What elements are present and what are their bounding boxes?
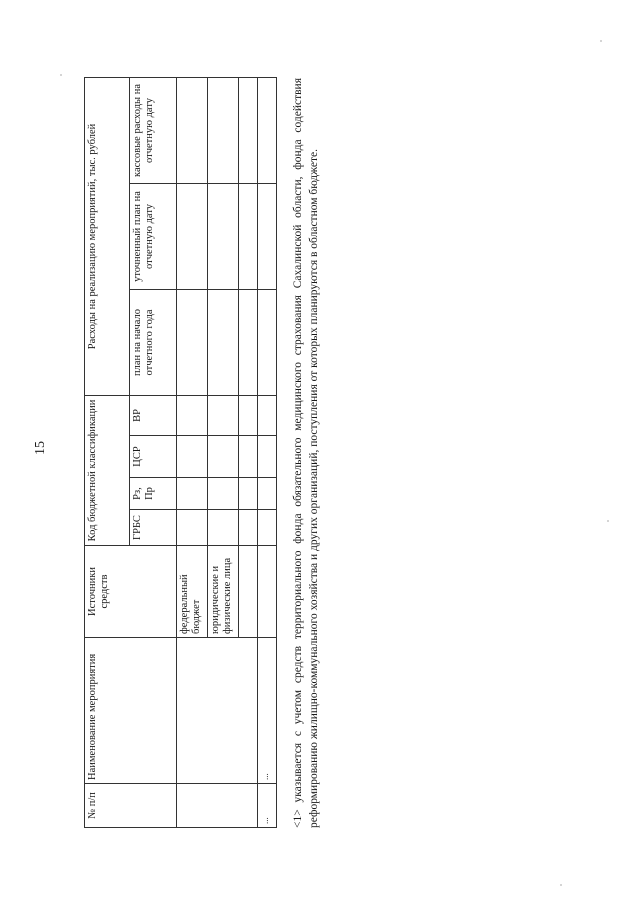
- table-cell: [258, 395, 277, 435]
- header-rzpr: Рз, Пр: [130, 478, 177, 510]
- page-number: 15: [33, 441, 48, 455]
- header-csr: ЦСР: [130, 436, 177, 478]
- table-cell: [208, 436, 239, 478]
- table-cell: [177, 638, 258, 784]
- scan-speck: [60, 74, 62, 76]
- table-header-row: [85, 77, 130, 827]
- table-cell: [258, 77, 277, 183]
- table-row: [177, 77, 208, 827]
- table-row: [258, 77, 277, 827]
- source-cell: юридические и физические лица: [208, 546, 239, 638]
- header-cash-expenses: кассовые расходы на отчетную дату: [130, 77, 177, 183]
- rotated-content: [84, 78, 334, 828]
- table-cell: [258, 478, 277, 510]
- table-cell: [177, 784, 258, 828]
- table-cell: [177, 289, 208, 395]
- table-cell: [177, 478, 208, 510]
- expenses-table: [84, 77, 277, 828]
- source-cell: федеральный бюджет: [177, 546, 208, 638]
- scan-speck: [607, 520, 609, 522]
- table-cell: [239, 289, 258, 395]
- table-cell: [208, 183, 239, 289]
- table-cell: [239, 546, 258, 638]
- table-cell: [239, 395, 258, 435]
- header-plan-start: план на начало отчетного года: [130, 289, 177, 395]
- header-grbs: ГРБС: [130, 510, 177, 546]
- table-cell: [208, 77, 239, 183]
- table-cell: [208, 510, 239, 546]
- table-cell: [177, 183, 208, 289]
- header-num: № п/п: [85, 784, 177, 828]
- table-cell: [177, 436, 208, 478]
- table-cell: [258, 289, 277, 395]
- table-cell: [258, 510, 277, 546]
- table-cell: [239, 183, 258, 289]
- table-cell: [208, 395, 239, 435]
- scan-speck: [600, 40, 602, 42]
- table-cell: [258, 436, 277, 478]
- ellipsis-num: ...: [258, 784, 277, 828]
- footnote: <1> указывается с учетом средств территориального фонда обязательного медицинского страхования Сахалинской области, фонда содействия реформированию жилищно-коммунального хозяйства и других организаций, поступления от которых планируются в областном бюджете.: [292, 78, 320, 828]
- table-cell: [177, 395, 208, 435]
- table-cell: [258, 546, 277, 638]
- table-cell: [239, 436, 258, 478]
- table-cell: [208, 478, 239, 510]
- header-vr: ВР: [130, 395, 177, 435]
- scan-speck: [560, 884, 562, 886]
- table-cell: [239, 478, 258, 510]
- table-cell: [258, 183, 277, 289]
- header-plan-adjusted: уточненный план на отчетную дату: [130, 183, 177, 289]
- header-budget-code: Код бюджетной классификации: [85, 395, 130, 545]
- table-cell: [239, 510, 258, 546]
- header-expenses: Расходы на реализацию мероприятий, тыс. рублей: [85, 77, 130, 395]
- header-name: Наименование мероприятия: [85, 638, 177, 784]
- header-sources: Источники средств: [85, 546, 177, 638]
- ellipsis-name: ...: [258, 638, 277, 784]
- table-cell: [177, 77, 208, 183]
- table-cell: [177, 510, 208, 546]
- table-cell: [208, 289, 239, 395]
- table-cell: [239, 77, 258, 183]
